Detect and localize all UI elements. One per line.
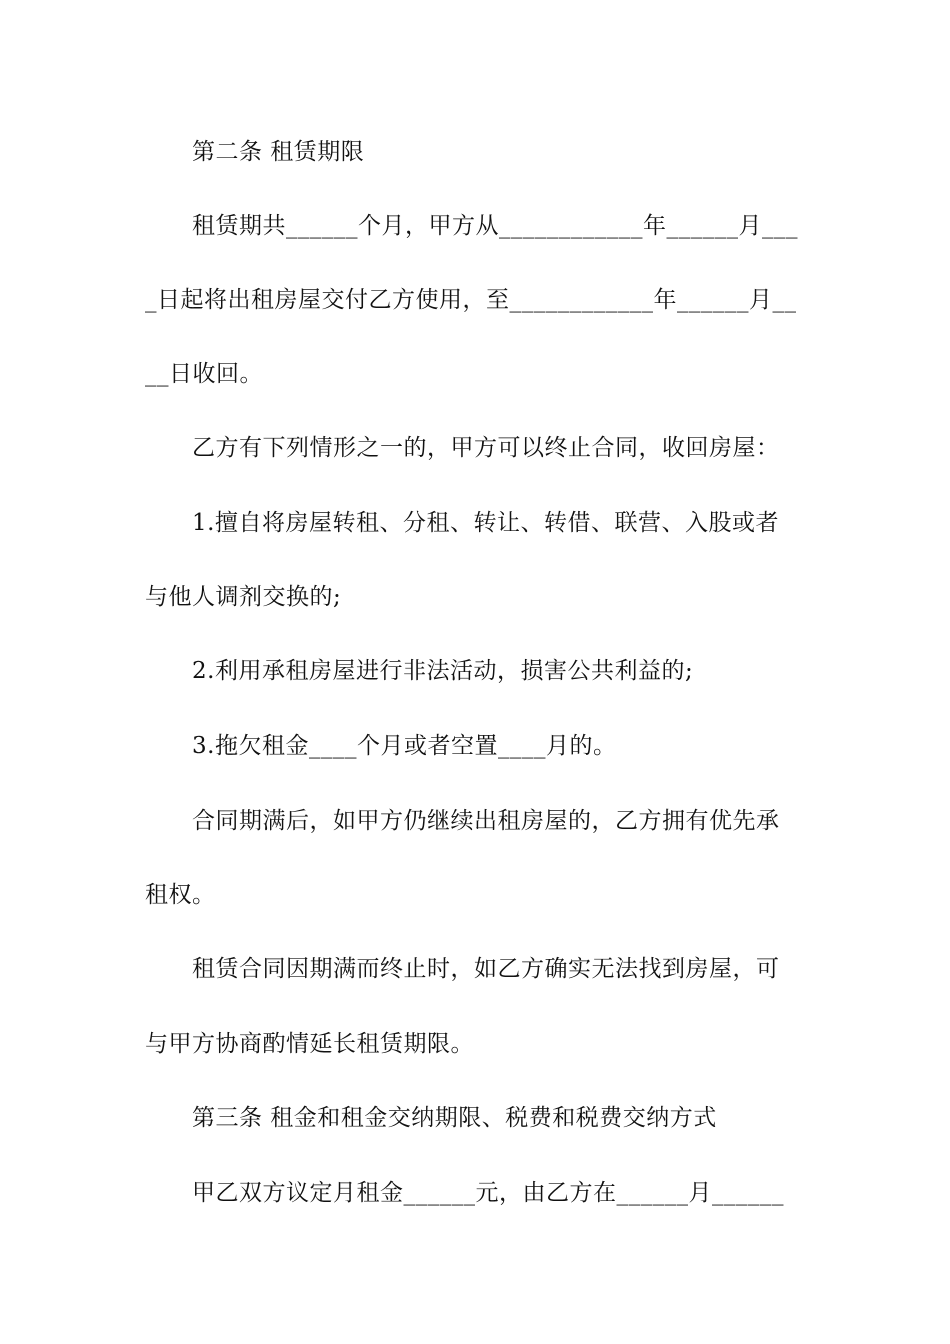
- paragraph-line: 租赁期共______个月，甲方从____________年______月___: [192, 213, 798, 239]
- section-heading-rent-and-taxes: 第三条 租金和租金交纳期限、税费和税费交纳方式: [192, 1105, 717, 1131]
- list-item-line: 与他人调剂交换的;: [145, 584, 342, 610]
- paragraph-line: 合同期满后，如甲方仍继续出租房屋的，乙方拥有优先承: [192, 808, 780, 834]
- paragraph-line: 乙方有下列情形之一的，甲方可以终止合同，收回房屋：: [192, 435, 780, 461]
- paragraph-line: 与甲方协商酌情延长租赁期限。: [145, 1031, 474, 1057]
- paragraph-line: 甲乙双方议定月租金______元，由乙方在______月______: [192, 1180, 784, 1206]
- paragraph-line: __日收回。: [145, 361, 263, 387]
- list-item-line: 1.擅自将房屋转租、分租、转让、转借、联营、入股或者: [192, 510, 779, 536]
- paragraph-line: 租赁合同因期满而终止时，如乙方确实无法找到房屋，可: [192, 956, 780, 982]
- list-item-line: 2.利用承租房屋进行非法活动，损害公共利益的;: [192, 658, 694, 684]
- list-item-line: 3.拖欠租金____个月或者空置____月的。: [192, 733, 617, 759]
- section-heading-lease-term: 第二条 租赁期限: [192, 139, 365, 165]
- paragraph-line: 租权。: [145, 882, 216, 908]
- paragraph-line: _日起将出租房屋交付乙方使用，至____________年______月__: [145, 287, 797, 313]
